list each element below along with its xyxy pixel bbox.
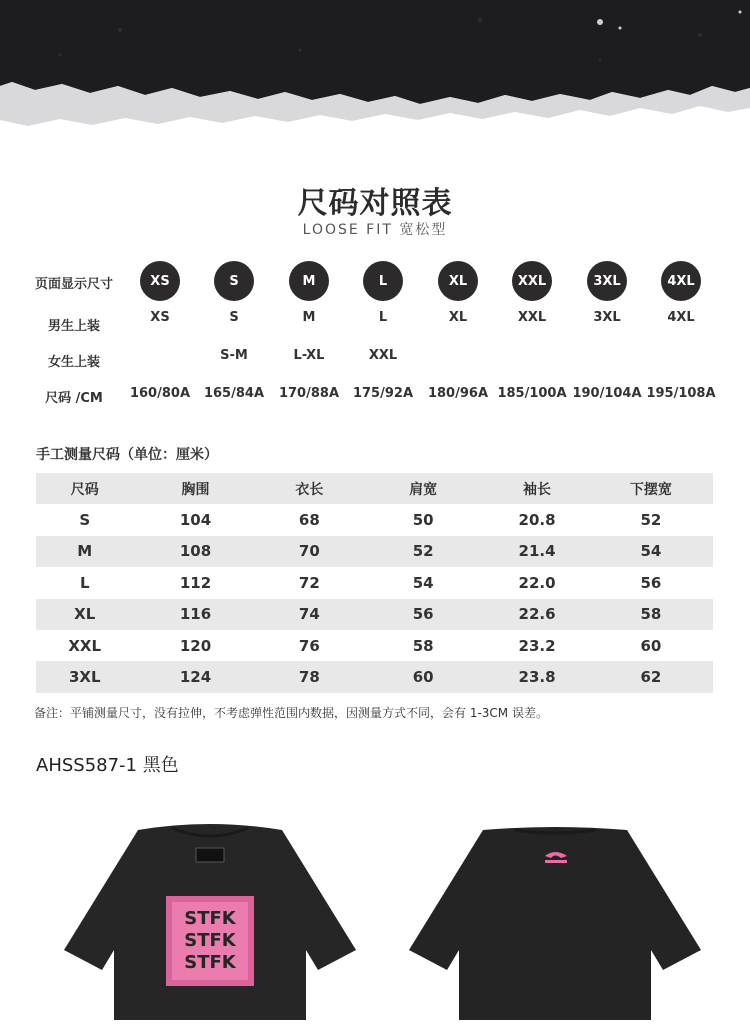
- cm-size-cell: 180/96A: [427, 386, 489, 401]
- table-row: [36, 567, 713, 598]
- size-circle-xs: XS: [140, 261, 180, 301]
- table-cell: 54: [412, 573, 434, 592]
- table-cell: 72: [298, 573, 320, 592]
- cm-size-cell: 195/108A: [646, 386, 716, 401]
- table-cell: 108: [179, 542, 212, 561]
- men-size-cell: XL: [448, 310, 468, 325]
- table-cell: 60: [640, 636, 662, 655]
- page-title: 尺码对照表: [297, 186, 453, 221]
- size-circle-xxl: XXL: [512, 261, 552, 301]
- men-size-cell: L: [378, 310, 388, 325]
- table-cell: 56: [640, 573, 662, 592]
- table-cell: 52: [640, 511, 662, 530]
- table-cell: 120: [179, 636, 212, 655]
- table-header: 尺码: [70, 481, 99, 498]
- women-size-cell: L-XL: [293, 348, 325, 363]
- table-cell: XXL: [68, 636, 102, 655]
- tshirt-back-image: [405, 820, 705, 1020]
- table-cell: 60: [412, 668, 434, 687]
- table-row: [36, 661, 713, 692]
- page-subtitle: LOOSE FIT 宽松型: [302, 222, 448, 238]
- row-label-women: 女生上装: [47, 355, 100, 370]
- table-header: 肩宽: [409, 481, 438, 498]
- measurement-table: [36, 473, 713, 693]
- table-cell: 76: [298, 636, 320, 655]
- table-row: [36, 536, 713, 567]
- size-circle-l: L: [363, 261, 403, 301]
- row-label-cm: 尺码 /CM: [45, 391, 103, 406]
- men-size-cell: M: [302, 310, 316, 325]
- table-row: [36, 630, 713, 661]
- table-cell: 68: [298, 511, 320, 530]
- cm-size-cell: 185/100A: [497, 386, 567, 401]
- men-size-cell: S: [229, 310, 239, 325]
- women-size-cell: S-M: [220, 348, 248, 363]
- row-label-men: 男生上装: [47, 319, 100, 334]
- table-cell: 23.2: [518, 636, 556, 655]
- table-cell: 58: [412, 636, 434, 655]
- table-cell: 78: [298, 668, 320, 687]
- table-header: 袖长: [523, 481, 552, 498]
- table-cell: 56: [412, 605, 434, 624]
- table-cell: 62: [640, 668, 662, 687]
- cm-size-cell: 175/92A: [352, 386, 414, 401]
- svg-text:STFK: STFK: [184, 908, 236, 929]
- size-circle-3xl: 3XL: [587, 261, 627, 301]
- table-cell: 22.0: [518, 573, 556, 592]
- header-banner: [0, 0, 750, 130]
- table-cell: XL: [74, 605, 96, 624]
- men-size-cell: 4XL: [667, 310, 695, 325]
- svg-text:STFK: STFK: [184, 930, 236, 951]
- table-header: 胸围: [181, 481, 210, 498]
- table-cell: L: [79, 573, 90, 592]
- table-cell: 116: [179, 605, 212, 624]
- table-row: [36, 504, 713, 535]
- table-cell: 112: [179, 573, 212, 592]
- table-cell: 23.8: [518, 668, 556, 687]
- table-cell: 124: [179, 668, 212, 687]
- cm-size-cell: 160/80A: [129, 386, 191, 401]
- cm-size-cell: 190/104A: [572, 386, 642, 401]
- table-header: 衣长: [295, 481, 324, 498]
- men-size-cell: XXL: [517, 310, 547, 325]
- table-cell: 20.8: [518, 511, 556, 530]
- table-cell: 54: [640, 542, 662, 561]
- cm-size-cell: 165/84A: [203, 386, 265, 401]
- table-cell: 3XL: [68, 668, 101, 687]
- table-cell: 50: [412, 511, 434, 530]
- measurement-title: 手工测量尺码（单位：厘米）: [36, 447, 218, 463]
- size-circle-4xl: 4XL: [661, 261, 701, 301]
- table-header: 下摆宽: [629, 481, 672, 498]
- size-circle-s: S: [214, 261, 254, 301]
- tshirt-front-image: [60, 820, 360, 1020]
- table-cell: 58: [640, 605, 662, 624]
- table-row: [36, 599, 713, 630]
- product-label: AHSS587-1 黑色: [36, 755, 179, 776]
- table-cell: 74: [298, 605, 320, 624]
- svg-text:STFK: STFK: [184, 952, 236, 973]
- table-cell: M: [77, 542, 93, 561]
- measurement-note: 备注：平铺测量尺寸，没有拉伸，不考虑弹性范围内数据，因测量方式不同，会有 1-3CM 误差。: [34, 706, 548, 720]
- women-size-cell: XXL: [368, 348, 398, 363]
- cm-size-cell: 170/88A: [278, 386, 340, 401]
- men-size-cell: 3XL: [593, 310, 621, 325]
- table-cell: 22.6: [518, 605, 556, 624]
- row-label-display-size: 页面显示尺寸: [34, 277, 113, 292]
- table-cell: 104: [179, 511, 212, 530]
- size-circle-m: M: [289, 261, 329, 301]
- men-size-cell: XS: [150, 310, 170, 325]
- size-circle-xl: XL: [438, 261, 478, 301]
- table-cell: 70: [298, 542, 320, 561]
- table-header-row: [36, 473, 713, 504]
- table-cell: 52: [412, 542, 434, 561]
- table-cell: S: [79, 511, 91, 530]
- table-cell: 21.4: [518, 542, 556, 561]
